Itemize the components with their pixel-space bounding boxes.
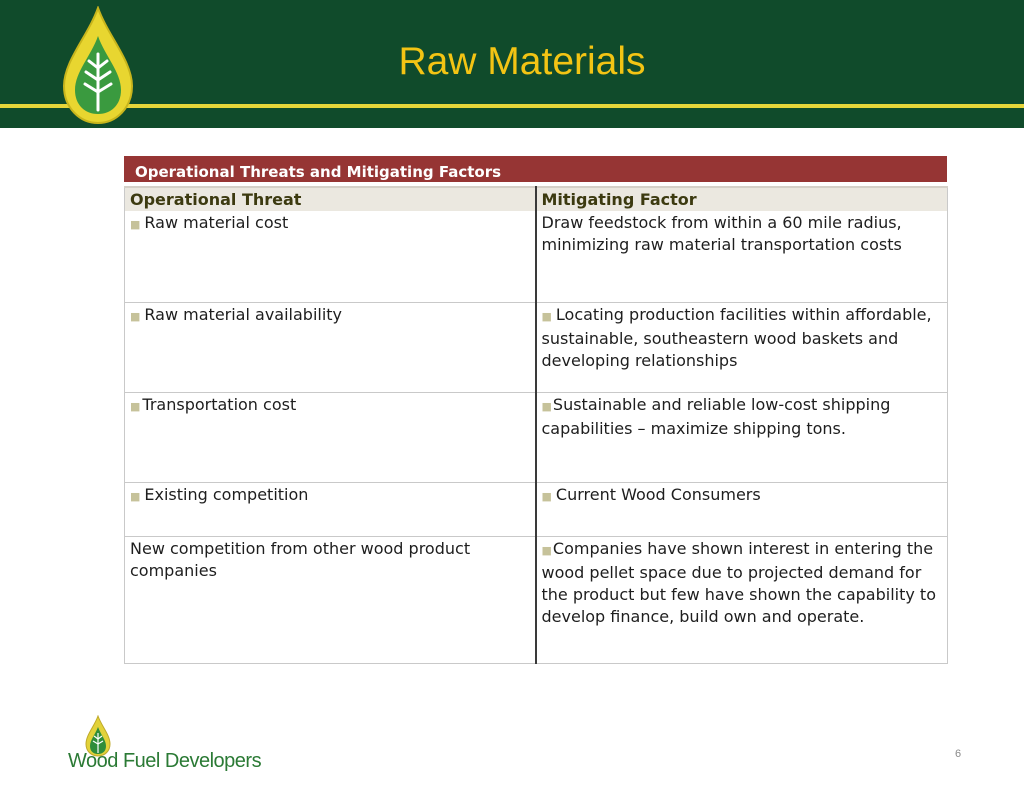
table-row	[125, 211, 948, 302]
bullet-icon: ■	[130, 399, 141, 413]
threat-cell	[125, 482, 536, 536]
mitigation-cell	[536, 392, 948, 482]
bullet-icon: ■	[541, 399, 552, 413]
bullet-icon: ■	[541, 309, 552, 323]
column-header-mitigation: Mitigating Factor	[536, 187, 948, 211]
threat-text: Transportation cost	[142, 394, 297, 414]
mitigation-text: Companies have shown interest in entering the wood pellet space due to projected demand for the product but few have shown the capability to develop finance, build own and operate.	[541, 538, 936, 626]
threat-text: Raw material cost	[144, 213, 289, 232]
company-brand-name: Wood Fuel Developers	[68, 750, 262, 772]
table-row	[125, 302, 948, 392]
header-accent-line	[0, 104, 1024, 108]
mitigation-text: Sustainable and reliable low-cost shipping capabilities – maximize shipping tons.	[541, 394, 891, 438]
column-header-threat: Operational Threat	[125, 187, 536, 211]
bullet-icon: ■	[541, 543, 552, 557]
threats-table	[124, 156, 947, 664]
table-header-row	[125, 187, 948, 211]
threat-text: Existing competition	[144, 484, 309, 504]
threat-cell	[125, 392, 536, 482]
mitigation-text: Current Wood Consumers	[555, 484, 761, 504]
mitigation-text: Draw feedstock from within a 60 mile radius, minimizing raw material transportation costs	[541, 213, 902, 254]
mitigation-cell	[536, 211, 948, 302]
mitigation-cell	[536, 302, 948, 392]
bullet-icon: ■	[130, 218, 141, 231]
mitigation-cell	[536, 482, 948, 536]
threat-text: Raw material availability	[144, 304, 343, 324]
page-title: Raw Materials	[398, 40, 646, 83]
bullet-icon: ■	[541, 489, 552, 503]
threat-text: New competition from other wood product companies	[130, 538, 471, 580]
table-caption: Operational Threats and Mitigating Factors	[124, 156, 947, 186]
mitigation-text: Locating production facilities within affordable, sustainable, southeastern wood baskets and developing relationships	[541, 304, 932, 370]
threat-cell	[125, 302, 536, 392]
threat-cell	[125, 211, 536, 302]
table-row	[125, 392, 948, 482]
page-number: 6	[955, 748, 962, 760]
table-row	[125, 482, 948, 536]
threat-cell	[125, 536, 536, 663]
mitigation-cell	[536, 536, 948, 663]
table-row	[125, 536, 948, 663]
bullet-icon: ■	[130, 489, 141, 503]
threats-grid	[124, 186, 948, 664]
bullet-icon: ■	[130, 309, 141, 323]
